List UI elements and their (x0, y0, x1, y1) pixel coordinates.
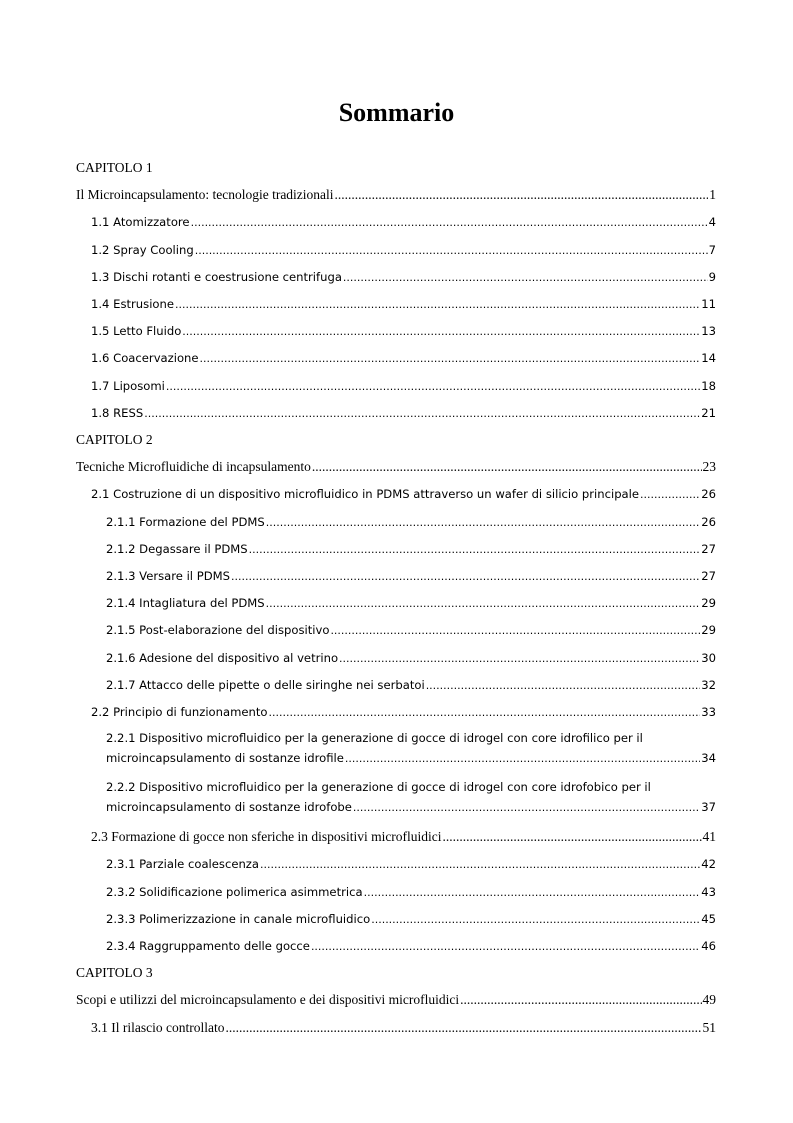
dot-leader (175, 295, 700, 315)
toc-entry-page: 49 (702, 992, 716, 1008)
toc-entry-page: 29 (701, 623, 716, 638)
toc-entry-page: 14 (701, 351, 716, 366)
dot-leader (371, 910, 700, 930)
toc-entry-page: 9 (708, 269, 716, 284)
dot-leader (353, 798, 700, 818)
chapter-heading: CAPITOLO 1 (76, 160, 153, 175)
toc-entry-label: 1.7 Liposomi (91, 378, 165, 393)
dot-leader (191, 213, 708, 233)
toc-entry (76, 185, 716, 205)
toc-entry-label: 2.1.6 Adesione del dispositivo al vetrino (106, 650, 339, 665)
toc-entry (91, 702, 716, 722)
toc-entry-page: 4 (708, 215, 716, 230)
toc-entry-label: Tecniche Microfluidiche di incapsulamento (76, 459, 311, 475)
toc-entry (106, 854, 716, 874)
toc-entry-label: 1.5 Letto Fluido (91, 324, 182, 339)
toc-entry-page: 45 (701, 911, 716, 926)
toc-entry-label: 2.1.2 Degassare il PDMS (106, 541, 248, 556)
toc-entry-page: 23 (702, 459, 716, 475)
toc-entry-label: 2.3.4 Raggruppamento delle gocce (106, 939, 310, 953)
toc-entry-label: 2.1.7 Attacco delle pipette o delle siringhe nei serbatoi (106, 677, 425, 692)
toc-entry-label: 3.1 Il rilascio controllato (91, 1019, 225, 1035)
toc-entry (106, 593, 716, 613)
toc-entry (106, 539, 716, 559)
toc-entry-page: 1 (709, 187, 716, 203)
toc-entry-page: 41 (702, 829, 716, 845)
toc-entry-page: 30 (701, 650, 716, 665)
toc-entry-label: 1.8 RESS (91, 405, 144, 420)
dot-leader (260, 855, 700, 875)
toc-entry-label-line2: microincapsulamento di sostanze idrofobe (106, 800, 352, 815)
toc-entry-page: 7 (708, 242, 716, 257)
dot-leader (443, 827, 702, 847)
toc-entry-label: 2.1 Costruzione di un dispositivo microfluidico in PDMS attraverso un wafer di silicio principale (91, 487, 640, 502)
toc-entry-label-line2: microincapsulamento di sostanze idrofile (106, 751, 344, 766)
toc-entry (76, 457, 716, 477)
toc-entry-label: 1.1 Atomizzatore (91, 215, 190, 230)
toc-entry-label: Scopi e utilizzi del microincapsulamento e dei dispositivi microfluidici (76, 992, 460, 1008)
toc-entry-page: 33 (701, 705, 716, 719)
toc-entry-label: 2.2 Principio di funzionamento (91, 705, 268, 719)
dot-leader (640, 485, 700, 505)
toc-entry (106, 620, 716, 640)
toc-entry (91, 294, 716, 314)
toc-entry-page: 37 (701, 800, 716, 815)
dot-leader (330, 621, 700, 641)
toc-entry-label: 1.2 Spray Cooling (91, 242, 194, 257)
dot-leader (345, 749, 700, 769)
toc-entry (106, 909, 716, 929)
page-title: Sommario (338, 98, 455, 127)
dot-leader (182, 322, 700, 342)
toc-entry (91, 403, 716, 423)
toc-entry-label: 1.3 Dischi rotanti e coestrusione centrifuga (91, 269, 342, 284)
toc-entry-page: 43 (701, 884, 716, 899)
toc-entry-page: 26 (701, 514, 716, 529)
toc-entry (91, 240, 716, 260)
toc-entry-label: 2.1.5 Post-elaborazione del dispositivo (106, 623, 330, 638)
toc-entry (91, 348, 716, 368)
dot-leader (266, 513, 700, 533)
toc-entry-page: 18 (701, 378, 716, 393)
dot-leader (426, 676, 701, 696)
toc-entry (106, 648, 716, 668)
dot-leader (460, 990, 701, 1010)
dot-leader (195, 241, 708, 261)
toc-entry-page: 21 (701, 405, 716, 420)
toc-entry (91, 321, 716, 341)
dot-leader (249, 540, 701, 560)
toc-entry (106, 936, 716, 956)
toc-entry-label: 1.6 Coacervazione (91, 351, 199, 366)
toc-entry-page: 51 (702, 1019, 716, 1035)
toc-entry-page: 34 (701, 751, 716, 766)
toc-entry-label: 2.3.3 Polimerizzazione in canale microfluidico (106, 911, 371, 926)
toc-entry-label: Il Microincapsulamento: tecnologie tradizionali (76, 187, 334, 203)
toc-entry-label: 2.3.2 Solidificazione polimerica asimmetrica (106, 884, 363, 899)
toc-entry-label: 2.1.1 Formazione del PDMS (106, 514, 265, 529)
toc-entry-label: 2.1.3 Versare il PDMS (106, 569, 230, 583)
toc-entry-page: 46 (701, 939, 716, 953)
toc-entry-label: 2.3.1 Parziale coalescenza (106, 857, 259, 872)
toc-entry (106, 512, 716, 532)
dot-leader (343, 268, 708, 288)
toc-entry (91, 1018, 716, 1038)
toc-entry-multiline (106, 728, 716, 768)
toc-entry (91, 827, 716, 847)
toc-entry (91, 267, 716, 287)
toc-entry-page: 11 (701, 297, 716, 311)
dot-leader (266, 594, 701, 614)
toc-entry (106, 882, 716, 902)
toc-entry (106, 566, 716, 586)
toc-entry-page: 27 (701, 541, 716, 556)
dot-leader (269, 703, 701, 723)
toc-entry (91, 376, 716, 396)
toc-entry (106, 675, 716, 695)
toc-entry-page: 27 (701, 569, 716, 583)
toc-entry-label: 2.3 Formazione di gocce non sferiche in dispositivi microfluidici (91, 829, 442, 845)
toc-entry-line2 (106, 748, 716, 768)
dot-leader (231, 567, 700, 587)
toc-entry (91, 484, 716, 504)
toc-entry-page: 29 (701, 596, 716, 611)
toc-entry (76, 990, 716, 1010)
toc-entry-label-line1: 2.2.2 Dispositivo microfluidico per la generazione di gocce di idrogel con core idrofobico per il (106, 780, 651, 795)
toc-entry-line2 (106, 797, 716, 817)
toc-entry (91, 212, 716, 232)
toc-entry-page: 42 (701, 857, 716, 872)
dot-leader (200, 349, 701, 369)
dot-leader (364, 883, 701, 903)
toc-entry-label: 2.1.4 Intagliatura del PDMS (106, 596, 265, 611)
toc-entry-label-line1: 2.2.1 Dispositivo microfluidico per la generazione di gocce di idrogel con core idrofilico per il (106, 731, 643, 746)
dot-leader (311, 937, 700, 957)
toc-entry-label: 1.4 Estrusione (91, 297, 174, 311)
toc-entry-page: 26 (701, 487, 716, 502)
dot-leader (339, 649, 700, 669)
toc-entry-multiline (106, 777, 716, 817)
toc-entry-page: 13 (701, 324, 716, 339)
toc-entry-page: 32 (701, 677, 716, 692)
dot-leader (166, 377, 700, 397)
dot-leader (225, 1018, 701, 1038)
dot-leader (312, 457, 702, 477)
chapter-heading: CAPITOLO 3 (76, 965, 153, 981)
dot-leader (335, 185, 709, 205)
dot-leader (144, 404, 700, 424)
chapter-heading: CAPITOLO 2 (76, 432, 153, 447)
